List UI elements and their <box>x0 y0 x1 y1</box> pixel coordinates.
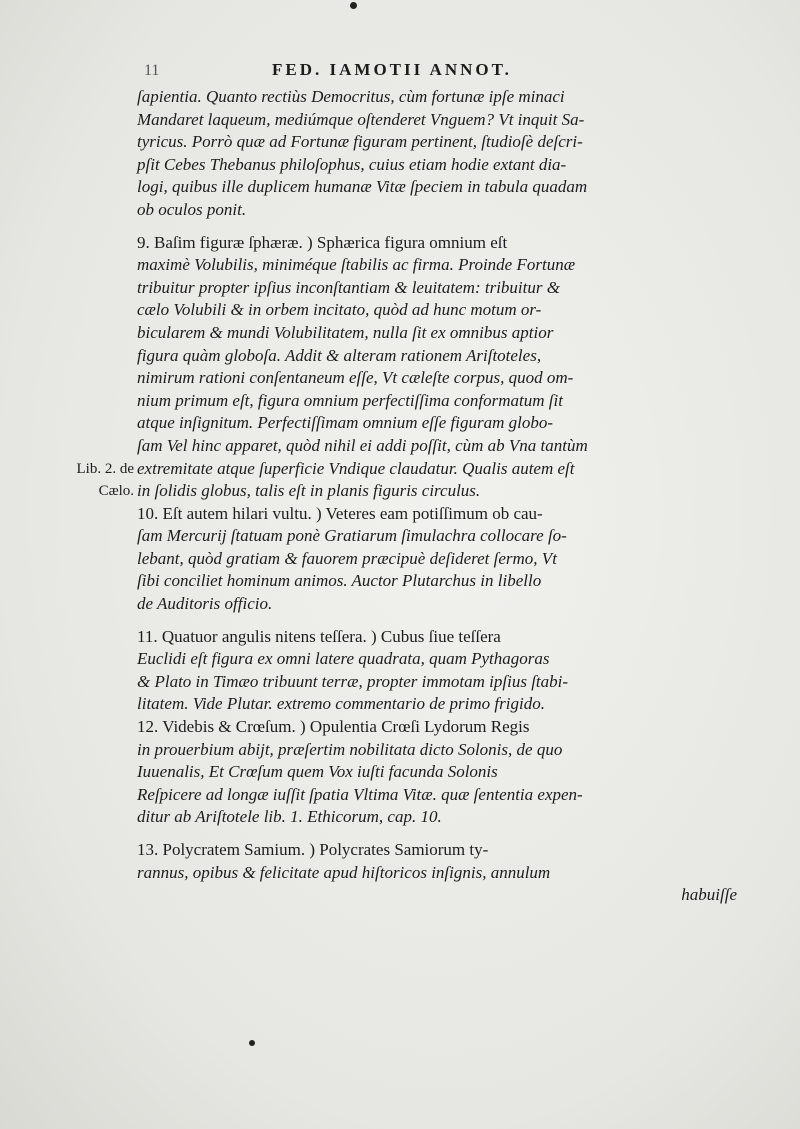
text-line: pſit Cebes Thebanus philoſophus, cuius etiam hodie extant dia- <box>137 154 567 174</box>
paragraph-gap <box>137 616 737 626</box>
ink-spot <box>350 2 357 9</box>
text-line: habuiſſe <box>681 885 737 905</box>
text-line: 10. Eſt autem hilari vultu. ) Veteres eam potiſſimum ob cau- <box>137 503 543 523</box>
text-line: maximè Volubilis, miniméque ſtabilis ac firma. Proinde Fortunæ <box>137 255 576 275</box>
text-line: Euclidi eſt figura ex omni latere quadrata, quam Pythagoras <box>137 649 550 669</box>
body-text <box>137 86 737 907</box>
text-line: Iuuenalis, Et Crœſum quem Vox iuſti facunda Solonis <box>137 762 498 782</box>
text-line: ſibi conciliet hominum animos. Auctor Plutarchus in libello <box>137 571 542 591</box>
text-line: figura quàm globoſa. Addit & alteram rationem Ariſtoteles, <box>137 345 542 365</box>
text-line: tribuitur propter ipſius inconſtantiam & leuitatem: tribuitur & <box>137 277 560 297</box>
margin-note-line: Cælo. <box>98 483 134 499</box>
margin-note <box>34 458 134 502</box>
running-head: FED. IAMOTII ANNOT. <box>272 60 512 79</box>
paragraph-gap <box>137 222 737 232</box>
text-line: cælo Volubili & in orbem incitato, quòd ad hunc motum or- <box>137 300 542 320</box>
text-line: logi, quibus ille duplicem humanæ Vitæ ſpeciem in tabula quadam <box>137 177 588 197</box>
text-line: ſapientia. Quanto rectiùs Democritus, cùm fortunæ ipſe minaci <box>137 87 565 106</box>
margin-note-line: Lib. 2. de <box>76 461 134 477</box>
paragraph-gap <box>137 829 737 839</box>
text-line: in ſolidis globus, talis eſt in planis figuris circulus. <box>137 481 481 501</box>
text-line: nium primum eſt, figura omnium perfectiſſima conformatum ſit <box>137 390 563 410</box>
text-line: ob oculos ponit. <box>137 199 247 219</box>
text-line: Reſpicere ad longæ iuſſit ſpatia Vltima Vitæ. quæ ſententia expen- <box>137 784 583 804</box>
text-line: 9. Baſim figuræ ſphæræ. ) Sphærica figura omnium eſt <box>137 232 508 252</box>
text-line: Mandaret laqueum, mediúmque oſtenderet Vnguem? Vt inquit Sa- <box>137 109 585 129</box>
text-line: ditur ab Ariſtotele lib. 1. Ethicorum, cap. 10. <box>137 807 442 827</box>
text-line: & Plato in Timæo tribuunt terræ, propter immotam ipſius ſtabi- <box>137 671 569 691</box>
text-line: rannus, opibus & felicitate apud hiſtoricos inſignis, annulum <box>137 862 551 882</box>
text-line: extremitate atque ſuperficie Vndique claudatur. Qualis autem eſt <box>137 458 575 478</box>
text-line: tyricus. Porrò quæ ad Fortunæ figuram pertinent, ſtudioſè deſcri- <box>137 132 583 152</box>
text-line: ſam Vel hinc apparet, quòd nihil ei addi poſſit, cùm ab Vna tantùm <box>137 435 588 455</box>
text-line: atque inſignitum. Perfectiſſimam omnium eſſe figuram globo- <box>137 413 553 433</box>
text-line: 13. Polycratem Samium. ) Polycrates Samiorum ty- <box>137 840 489 859</box>
text-line: in prouerbium abijt, præſertim nobilitata dicto Solonis, de quo <box>137 739 563 759</box>
text-line: bicularem & mundi Volubilitatem, nulla ſit ex omnibus aptior <box>137 322 554 342</box>
text-line: lebant, quòd gratiam & fauorem præcipuè deſideret ſermo, Vt <box>137 548 557 568</box>
ink-spot <box>249 1040 255 1046</box>
text-line: de Auditoris officio. <box>137 594 273 614</box>
text-line: nimirum rationi conſentaneum eſſe, Vt cæleſte corpus, quod om- <box>137 368 574 388</box>
text-line: 12. Videbis & Crœſum. ) Opulentia Crœſi Lydorum Regis <box>137 717 530 737</box>
text-line: ſam Mercurij ſtatuam ponè Gratiarum ſimulachra collocare ſo- <box>137 526 567 546</box>
folio-mark: 11 <box>144 62 160 79</box>
text-line: litatem. Vide Plutar. extremo commentario de primo frigido. <box>137 694 545 714</box>
text-line: 11. Quatuor angulis nitens teſſera. ) Cubus ſiue teſſera <box>137 626 501 646</box>
